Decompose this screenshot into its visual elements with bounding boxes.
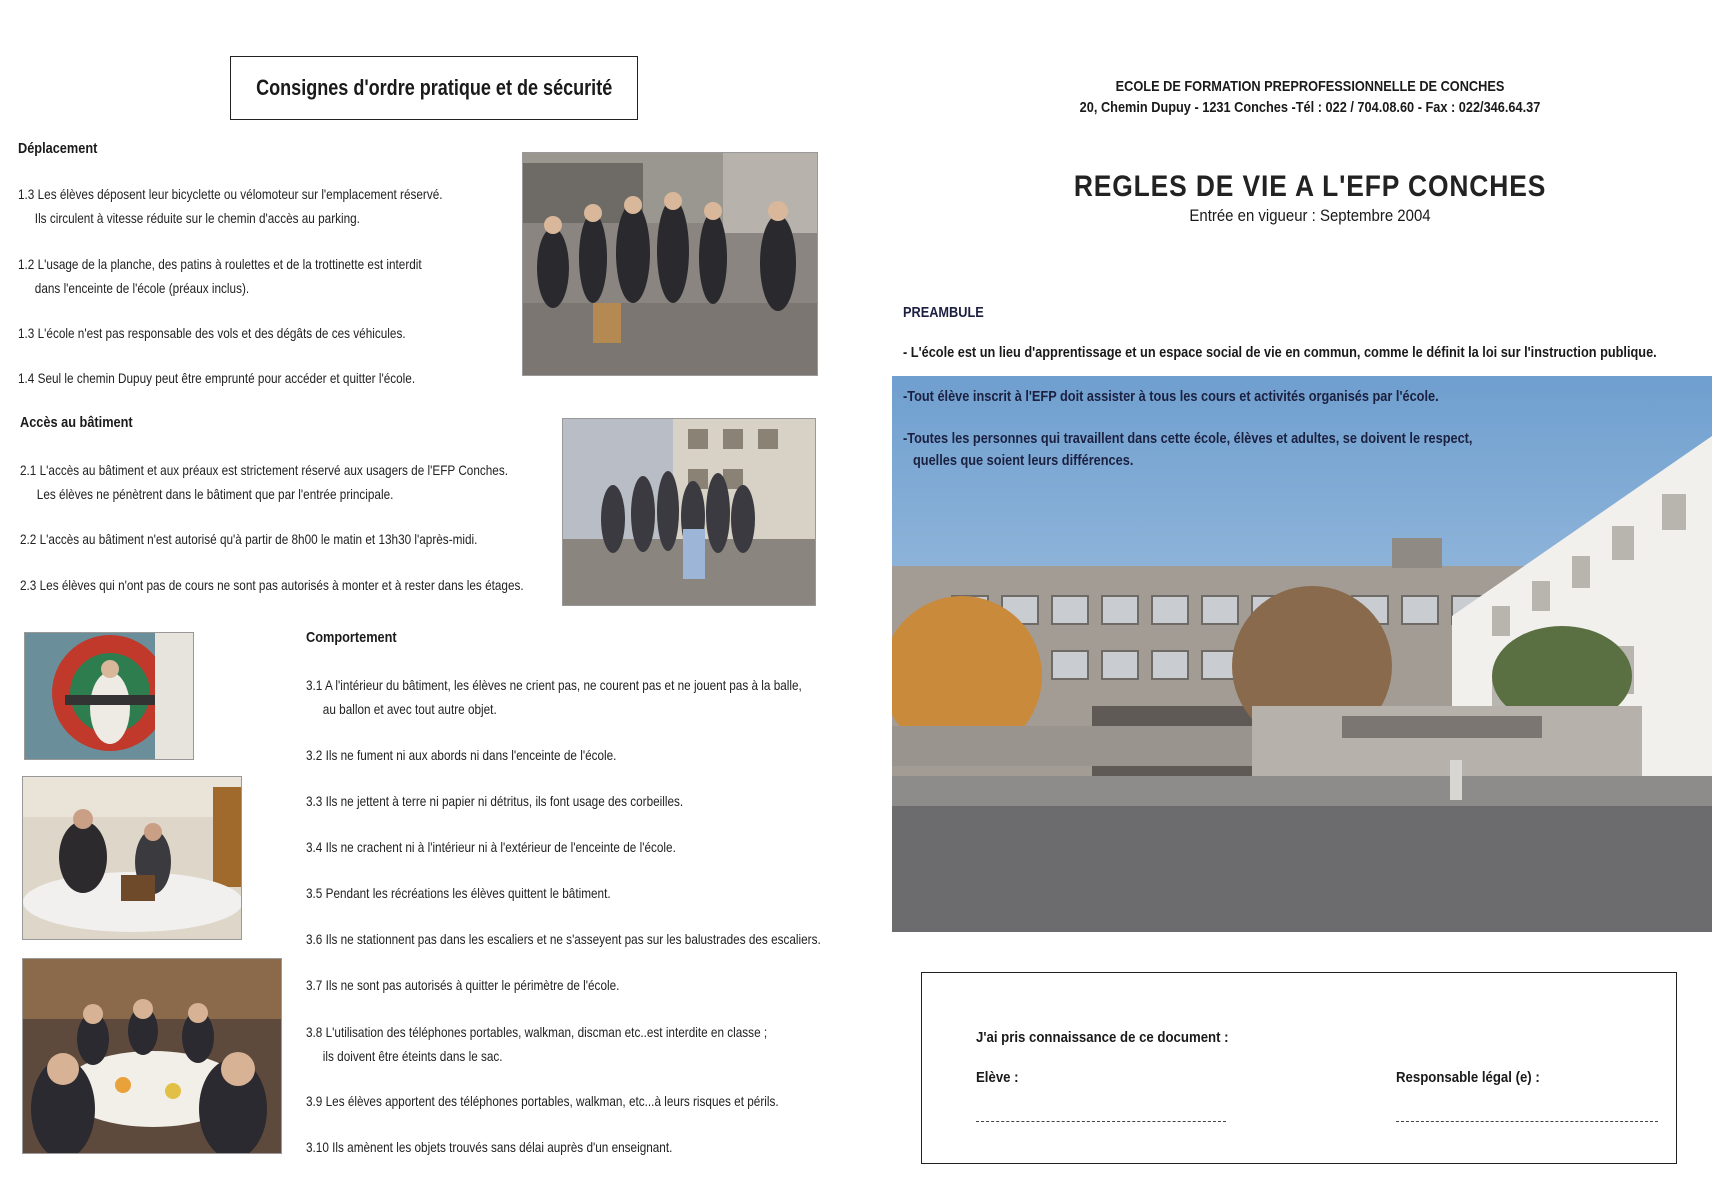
rule-line: 3.4 Ils ne crachent ni à l'intérieur ni à l'extérieur de l'enceinte de l'école. [306,839,676,855]
rule-line: dans l'enceinte de l'école (préaux inclus). [34,280,250,296]
rule-line: 3.3 Ils ne jettent à terre ni papier ni détritus, ils font usage des corbeilles. [306,793,684,809]
guardian-signature-line[interactable] [1396,1121,1658,1122]
rule-line: 2.3 Les élèves qui n'ont pas de cours ne sont pas autorisés à monter et à rester dans les étages. [20,577,524,593]
document-title-block [960,170,1660,226]
preamble-heading: PREAMBULE [903,304,984,321]
preamble-line-4: quelles que soient leurs différences. [913,452,1134,469]
rule-3-1 [306,673,802,721]
rule-3-3 [306,789,683,813]
rule-line: ils doivent être éteints dans le sac. [322,1048,503,1064]
rule-3-6 [306,927,821,951]
preamble-line-3: -Toutes les personnes qui travaillent dans cette école, élèves et adultes, se doivent le respect, [903,430,1473,447]
rule-2-2 [20,527,477,551]
acknowledgement-heading: J'ai pris connaissance de ce document : [976,1029,1229,1046]
photo-students-outdoor-image [523,153,818,376]
section-heading-deplacement: Déplacement [18,140,98,157]
photo-class-table [22,776,242,940]
photo-student-stage-image [25,633,194,760]
left-title: Consignes d'ordre pratique et de sécurité [255,75,613,100]
rule-3-10 [306,1135,672,1159]
document-title: REGLES DE VIE A L'EFP CONCHES [1073,170,1547,203]
photo-students-outdoor-group [522,152,818,376]
photo-students-stairs-image [563,419,816,606]
left-title-box [230,56,638,120]
rule-line: Les élèves ne pénètrent dans le bâtiment que par l'entrée principale. [36,486,394,502]
photo-class-table-image [23,777,242,940]
guardian-label: Responsable légal (e) : [1396,1069,1540,1086]
preamble-line-2: -Tout élève inscrit à l'EFP doit assister à tous les cours et activités organisés par l'école. [903,388,1439,405]
rule-1-3a [18,182,443,230]
rule-line: 3.7 Ils ne sont pas autorisés à quitter le périmètre de l'école. [306,977,620,993]
rule-3-5 [306,881,611,905]
rule-line: 3.2 Ils ne fument ni aux abords ni dans l'enceinte de l'école. [306,747,617,763]
rule-2-3 [20,573,524,597]
rule-line: 1.4 Seul le chemin Dupuy peut être emprunté pour accéder et quitter l'école. [18,370,416,386]
rule-3-2 [306,743,616,767]
school-address: 20, Chemin Dupuy - 1231 Conches -Tél : 022 / 704.08.60 - Fax : 022/346.64.37 [1079,99,1541,116]
rule-line: 1.2 L'usage de la planche, des patins à roulettes et de la trottinette est interdit [18,256,422,272]
photo-students-lunch-image [23,959,282,1154]
rule-line: 3.5 Pendant les récréations les élèves quittent le bâtiment. [306,885,611,901]
rule-line: 2.1 L'accès au bâtiment et aux préaux est strictement réservé aux usagers de l'EFP Conches. [20,462,509,478]
rule-3-8 [306,1020,767,1068]
acknowledgement-box [921,972,1677,1164]
rule-line: 3.1 A l'intérieur du bâtiment, les élèves ne crient pas, ne courent pas et ne jouent pas à la balle, [306,677,802,693]
rule-3-7 [306,973,619,997]
rule-line: 3.9 Les élèves apportent des téléphones portables, walkman, etc...à leurs risques et périls. [306,1093,779,1109]
rule-line: Ils circulent à vitesse réduite sur le chemin d'accès au parking. [34,210,360,226]
rule-line: 3.6 Ils ne stationnent pas dans les escaliers et ne s'asseyent pas sur les balustrades des escaliers. [306,931,821,947]
school-name: ECOLE DE FORMATION PREPROFESSIONNELLE DE CONCHES [1115,78,1505,95]
rule-line: 3.8 L'utilisation des téléphones portables, walkman, discman etc..est interdite en classe ; [306,1024,768,1040]
rule-3-9 [306,1089,779,1113]
section-heading-comportement: Comportement [306,629,397,646]
rule-1-3b [18,321,406,345]
rule-line: 1.3 L'école n'est pas responsable des vols et des dégâts de ces véhicules. [18,325,406,341]
preamble-line-1: - L'école est un lieu d'apprentissage et un espace social de vie en commun, comme le définit la loi sur l'instruction publique. [903,344,1657,361]
photo-students-lunch [22,958,282,1154]
rule-line: 2.2 L'accès au bâtiment n'est autorisé qu'à partir de 8h00 le matin et 13h30 l'après-midi. [20,531,478,547]
section-heading-acces: Accès au bâtiment [20,414,133,431]
student-label: Elève : [976,1069,1019,1086]
rule-line: au ballon et avec tout autre objet. [322,701,497,717]
document-subtitle: Entrée en vigueur : Septembre 2004 [1189,206,1431,225]
rule-line: 3.10 Ils amènent les objets trouvés sans délai auprès d'un enseignant. [306,1139,673,1155]
rule-line: 1.3 Les élèves déposent leur bicyclette ou vélomoteur sur l'emplacement réservé. [18,186,443,202]
photo-students-stairs [562,418,816,606]
rule-3-4 [306,835,676,859]
rule-1-2 [18,252,422,300]
school-header [960,78,1660,116]
rule-2-1 [20,458,508,506]
student-signature-line[interactable] [976,1121,1226,1122]
rule-1-4 [18,366,415,390]
photo-student-stage [24,632,194,760]
